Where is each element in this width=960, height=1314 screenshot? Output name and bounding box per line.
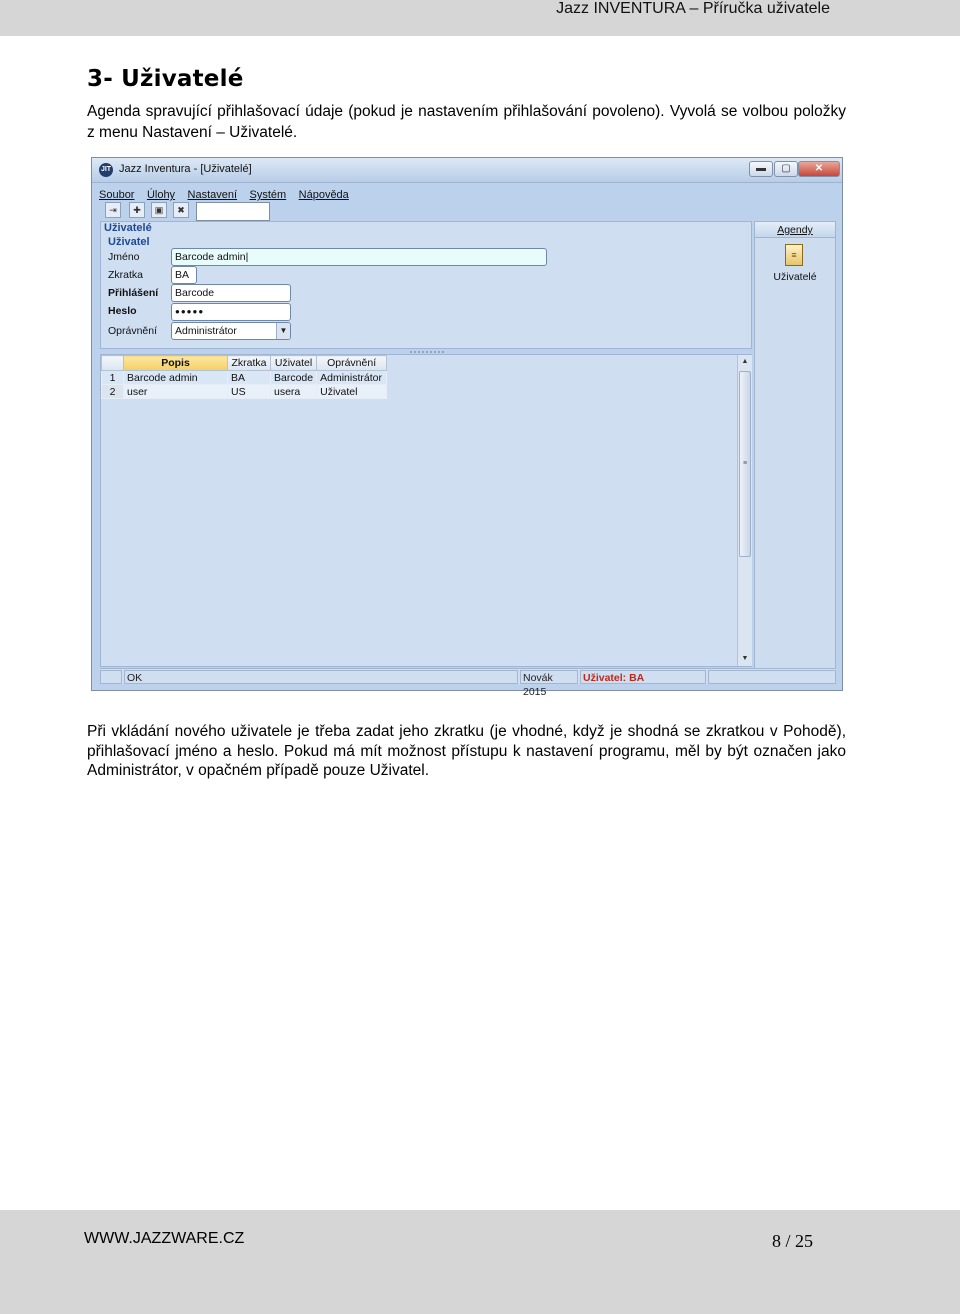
body-paragraph: Při vkládání nového uživatele je třeba zadat jeho zkratku (je vhodné, když je shodná se zkratkou v Pohodě), přihlašovací jméno a heslo. Pokud má mít možnost přístupu k nastavení programu, měl by být označen jako Administrátor, v opačném případě pouze Uživatel. bbox=[87, 723, 846, 779]
status-user: Uživatel: BA bbox=[580, 670, 706, 684]
cell-opravneni[interactable]: Administrátor bbox=[317, 371, 387, 385]
permission-value: Administrátor bbox=[175, 325, 237, 337]
menu-bar bbox=[99, 185, 357, 201]
save-icon[interactable]: ▣ bbox=[151, 202, 167, 218]
app-window-screenshot bbox=[91, 157, 843, 698]
form-subtitle: Uživatel bbox=[108, 236, 150, 248]
shortcut-label: Zkratka bbox=[108, 269, 144, 281]
status-message: OK bbox=[124, 670, 518, 684]
status-extra bbox=[708, 670, 836, 684]
name-label: Jméno bbox=[108, 251, 140, 263]
new-record-icon[interactable]: ✚ bbox=[129, 202, 145, 218]
cell-opravneni[interactable]: Uživatel bbox=[317, 385, 387, 399]
cell-popis[interactable]: Barcode admin bbox=[124, 371, 228, 385]
users-grid bbox=[100, 354, 752, 667]
permission-select[interactable] bbox=[171, 322, 291, 340]
maximize-button[interactable]: ▢ bbox=[774, 161, 798, 177]
form-title: Uživatelé bbox=[104, 222, 152, 234]
menu-soubor[interactable]: Soubor bbox=[99, 189, 135, 201]
footer-website[interactable]: WWW.JAZZWARE.CZ bbox=[84, 1230, 245, 1247]
status-company: Novák 2015 bbox=[520, 670, 578, 684]
login-field[interactable]: Barcode bbox=[171, 284, 291, 302]
vertical-scrollbar[interactable] bbox=[737, 355, 752, 666]
agenda-header[interactable]: Agendy bbox=[755, 222, 835, 238]
row-number-header bbox=[102, 356, 124, 371]
app-logo-icon: JIT bbox=[99, 163, 113, 177]
table-row[interactable] bbox=[102, 371, 387, 385]
shortcut-field[interactable]: BA bbox=[171, 266, 197, 284]
cell-uzivatel[interactable]: usera bbox=[271, 385, 317, 399]
column-header-uzivatel[interactable]: Uživatel bbox=[271, 356, 317, 371]
table-header-row bbox=[102, 356, 387, 371]
password-field[interactable]: ●●●●● bbox=[171, 303, 291, 321]
scroll-down-icon[interactable]: ▼ bbox=[741, 655, 749, 662]
agenda-panel bbox=[754, 221, 836, 677]
minimize-button[interactable]: ▬ bbox=[749, 161, 773, 177]
page-header bbox=[0, 0, 960, 36]
menu-nastaveni[interactable]: Nastavení bbox=[187, 189, 238, 201]
scroll-thumb[interactable]: ≡ bbox=[739, 371, 751, 557]
delete-icon[interactable]: ✖ bbox=[173, 202, 189, 218]
toolbar-search-input[interactable] bbox=[196, 202, 270, 221]
window-title: Jazz Inventura - [Uživatelé] bbox=[119, 163, 252, 175]
section-heading: 3- Uživatelé bbox=[87, 66, 244, 92]
chevron-down-icon[interactable]: ▼ bbox=[276, 323, 290, 339]
menu-napoveda[interactable]: Nápověda bbox=[298, 189, 349, 201]
cell-popis[interactable]: user bbox=[124, 385, 228, 399]
column-header-zkratka[interactable]: Zkratka bbox=[228, 356, 271, 371]
table-row[interactable] bbox=[102, 385, 387, 399]
cell-zkratka[interactable]: US bbox=[228, 385, 271, 399]
window-titlebar bbox=[92, 158, 842, 183]
column-header-popis[interactable]: Popis bbox=[124, 356, 228, 371]
intro-paragraph: Agenda spravující přihlašovací údaje (pokud je nastavením přihlašování povoleno). Vyvolá se volbou položky z menu Nastavení – Uživatelé. bbox=[87, 103, 846, 141]
document-title: Jazz INVENTURA – Příručka uživatele bbox=[556, 0, 830, 17]
cell-zkratka[interactable]: BA bbox=[228, 371, 271, 385]
user-form bbox=[100, 221, 752, 349]
toolbar bbox=[105, 202, 275, 220]
users-agenda-label[interactable]: Uživatelé bbox=[773, 271, 817, 283]
status-bar bbox=[100, 668, 836, 698]
column-header-opravneni[interactable]: Oprávnění bbox=[317, 356, 387, 371]
scroll-up-icon[interactable]: ▲ bbox=[741, 358, 749, 365]
cell-uzivatel[interactable]: Barcode bbox=[271, 371, 317, 385]
close-button[interactable]: ✕ bbox=[798, 161, 840, 177]
menu-system[interactable]: Systém bbox=[249, 189, 287, 201]
menu-ulohy[interactable]: Úlohy bbox=[146, 189, 176, 201]
users-agenda-icon[interactable]: ≡ bbox=[785, 244, 803, 266]
row-number: 1 bbox=[102, 371, 124, 385]
status-spacer bbox=[100, 670, 122, 684]
permission-label: Oprávnění bbox=[108, 325, 158, 337]
page-number: 8 / 25 bbox=[772, 1231, 814, 1251]
name-field[interactable]: Barcode admin| bbox=[171, 248, 547, 266]
exit-icon[interactable]: ⇥ bbox=[105, 202, 121, 218]
users-table bbox=[101, 355, 387, 399]
row-number: 2 bbox=[102, 385, 124, 399]
password-label: Heslo bbox=[108, 305, 137, 317]
page-footer bbox=[0, 1210, 960, 1314]
login-label: Přihlášení bbox=[108, 287, 159, 299]
